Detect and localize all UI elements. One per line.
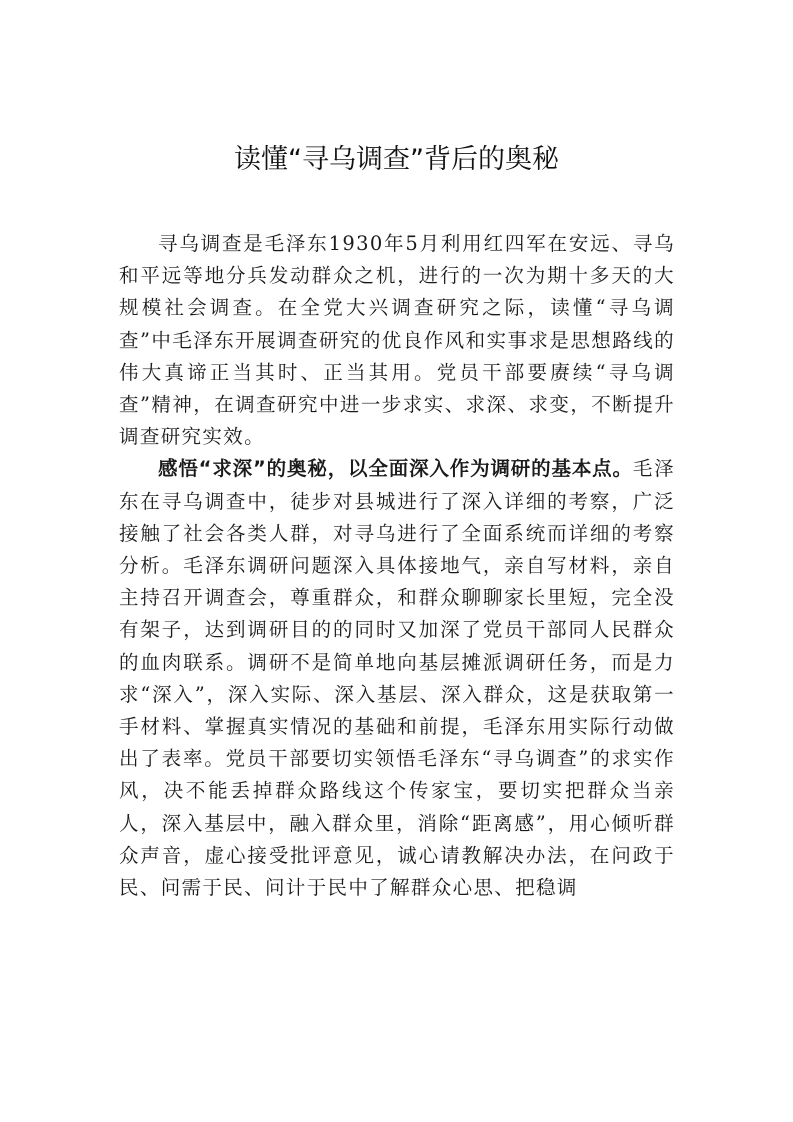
paragraph-seek-depth	[119, 453, 675, 904]
document-title: 读懂“寻乌调查”背后的奥秘	[234, 144, 559, 175]
paragraph-text: 寻乌调查是毛泽东1930年5月利用红四军在安远、寻乌和平远等地分兵发动群众之机，进行的一次为期十多天的大规模社会调查。在全党大兴调查研究之际，读懂“寻乌调查”中毛泽东开展调查研究的优良作风和实事求是思想路线的伟大真谛正当其时、正当其用。党员干部要赓续“寻乌调查”精神，在调查研究中进一步求实、求深、求变，不断提升调查研究实效。	[119, 232, 675, 449]
paragraph-intro	[119, 228, 675, 453]
document-body	[119, 228, 675, 904]
paragraph-lead: 感悟“求深”的奥秘，以全面深入作为调研的基本点。	[158, 457, 633, 481]
paragraph-text: 毛泽东在寻乌调查中，徒步对县城进行了深入详细的考察，广泛接触了社会各类人群，对寻乌进行了全面系统而详细的考察分析。毛泽东调研问题深入具体接地气，亲自写材料，亲自主持召开调查会，尊重群众，和群众聊聊家长里短，完全没有架子，达到调研目的的同时又加深了党员干部同人民群众的血肉联系。调研不是简单地向基层摊派调研任务，而是力求“深入”，深入实际、深入基层、深入群众，这是获取第一手材料、掌握真实情况的基础和前提，毛泽东用实际行动做出了表率。党员干部要切实领悟毛泽东“寻乌调查”的求实作风，决不能丢掉群众路线这个传家宝，要切实把群众当亲人，深入基层中，融入群众里，消除“距离感”，用心倾听群众声音，虚心接受批评意见，诚心请教解决办法，在问政于民、问需于民、问计于民中了解群众心思、把稳调	[119, 457, 676, 900]
